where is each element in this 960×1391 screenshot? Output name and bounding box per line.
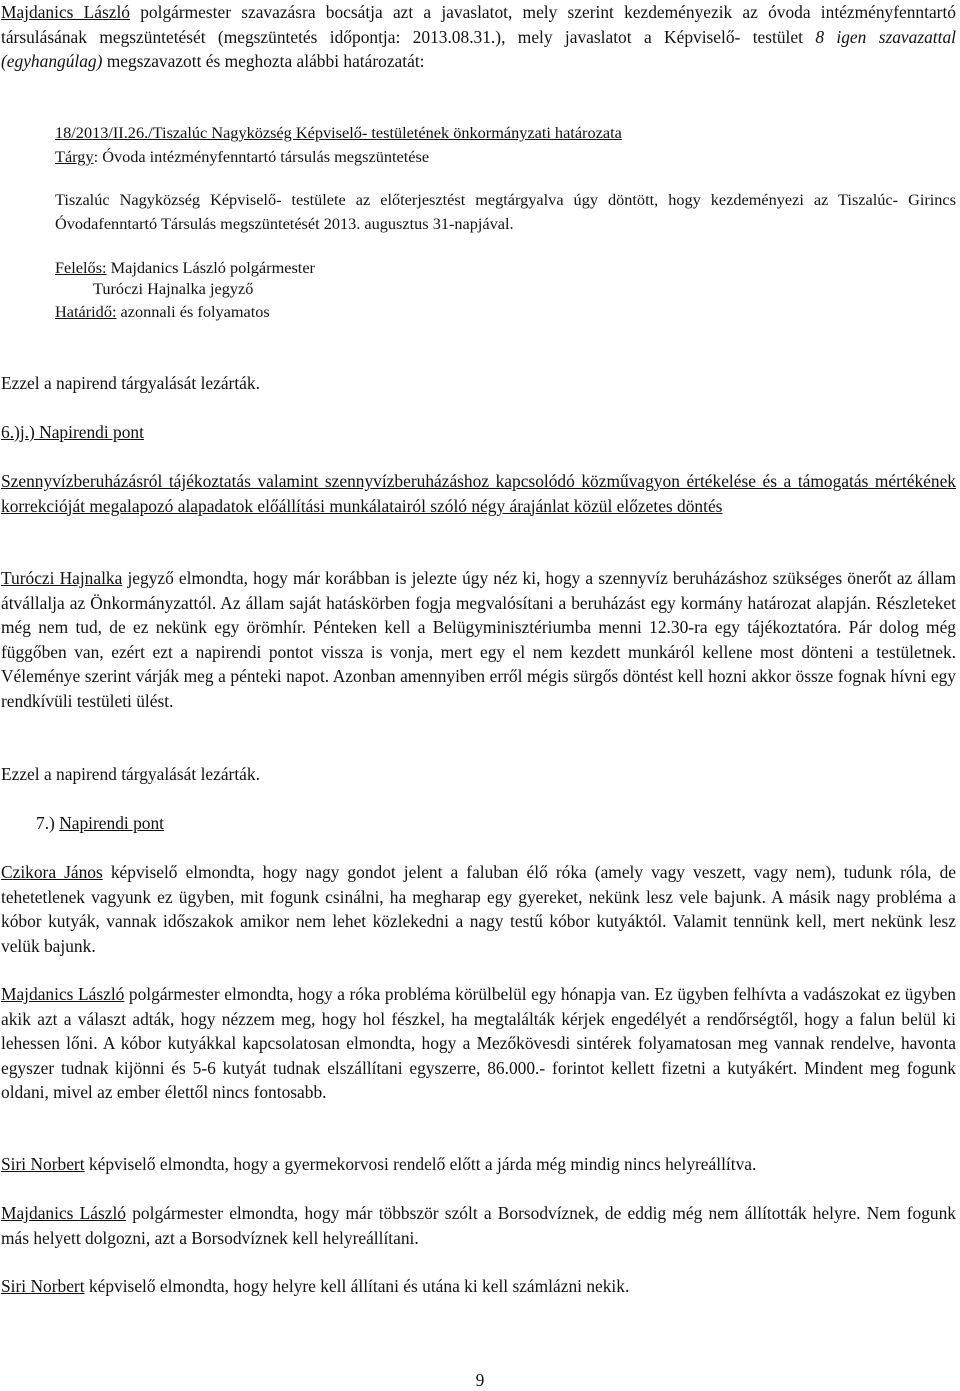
- agenda-item-6-text: Turóczi Hajnalka jegyző elmondta, hogy már korábban is jelezte úgy néz ki, hogy a szennyvíz beruházáshoz szükséges önerőt az állam átvállalja az Önkormányzattól. Az állam saját hatáskörben fogja megvalósítani a beruházást egy kormány határozat alapján. Részleteket még nem tud, de ez nekünk egy örömhír. Pénteken kell a Belügyminisztériumba menni 12.30-ra egy tájékoztatóra. Pár dolog még függőben van, ezért ezt a napirendi pontot vissza is vonja, mert egy el nem kezdett munkáról kellene most dönteni a testületnek. Véleménye szerint várják meg a pénteki napot. Azonban amennyiben erről mégis sürgős döntést kell hozni akkor össze fognak hívni egy rendkívüli testületi ülést.: [1, 568, 956, 711]
- resolution-responsible: Felelős: Majdanics László polgármester: [55, 258, 315, 277]
- vote-paragraph: Majdanics László polgármester szavazásra bocsátja azt a javaslatot, mely szerint kezdeményezik az óvoda intézményfenntartó társulásának megszüntetését (megszüntetés időpontja: 2013.08.31.), mely javaslatot a Képviselő- testület 8 igen szavazattal (egyhangúlag) megszavazott és meghozta alábbi határozatát:: [1, 2, 956, 71]
- page-number: 9: [475, 1370, 485, 1390]
- speaker-name: Majdanics László: [1, 2, 131, 22]
- agenda-item-7-paragraph-3: Siri Norbert képviselő elmondta, hogy a gyermekorvosi rendelő előtt a járda még mindig nincs helyreállítva.: [1, 1154, 757, 1174]
- agenda-item-6-title: Szennyvízberuházásról tájékoztatás valamint szennyvízberuházáshoz kapcsolódó közművagyon értékelése és a támogatás mértékének korrekcióját megalapozó alapadatok előállítási munkálatairól szóló négy árajánlat közül előzetes döntés: [1, 471, 956, 516]
- vote-result: 8 igen szavazattal (egyhangúlag): [1, 26, 956, 71]
- resolution-heading: 18/2013/II.26./Tiszalúc Nagyközség Képviselő- testületének önkormányzati határozata: [55, 123, 622, 142]
- agenda-item-7-paragraph-4: Majdanics László polgármester elmondta, hogy már többször szólt a Borsodvíznek, de eddig még nem állították helyre. Nem fogunk más helyett dolgozni, azt a Borsodvíznek kell helyreállítani.: [1, 1203, 957, 1248]
- agenda-item-7-paragraph-1: Czikora János képviselő elmondta, hogy nagy gondot jelent a faluban élő róka (amely vagy veszett, vagy nem), tudunk róla, de tehetetlenek vagyunk ez ügyben, mit fogunk csinálni, ha megharap egy gyereket, nekünk lesz vele bajunk. A másik nagy probléma a kóbor kutyák, vannak időszakok amikor nem lehet közlekedni a nagy testű kóbor kutyáktól. Valamit tennünk kell, mert nekünk lesz velük bajunk.: [1, 862, 957, 956]
- agenda-item-7-paragraph-2: Majdanics László polgármester elmondta, hogy a róka probléma körülbelül egy hónapja van. Ez ügyben felhívta a vadászokat ez ügyben akik azt a választ adták, hogy nézzem meg, hogy hol fészkel, ha megtalálták kérjek engedélyét a rendőrségtől, hogy a falun belül ki lehessen lőni. A kóbor kutyákkal kapcsolatosan elmondta, hogy a Mezőkövesdi sintérek folyamatosan meg vannak rendelve, havonta egyszer tudnak kijönni és 5-6 kutyát tudnak elszállítani egyszerre, 86.000.- forintot kellett fizetni a kutyákért. Mindent meg fogunk oldani, mivel az ember élettől nincs fontosabb.: [1, 984, 956, 1102]
- closing-statement-2: Ezzel a napirend tárgyalását lezárták.: [1, 764, 260, 784]
- closing-statement: Ezzel a napirend tárgyalását lezárták.: [1, 373, 260, 393]
- speaker-name: Turóczi Hajnalka: [1, 568, 123, 588]
- speaker-name: Czikora János: [1, 862, 103, 882]
- resolution-subject: Tárgy: Óvoda intézményfenntartó társulás megszüntetése: [55, 147, 430, 166]
- speaker-name: Siri Norbert: [1, 1276, 85, 1296]
- resolution-responsible-2: Turóczi Hajnalka jegyző: [93, 279, 254, 298]
- agenda-item-7-heading: 7.) Napirendi pont: [36, 813, 165, 833]
- agenda-item-7-paragraph-5: Siri Norbert képviselő elmondta, hogy helyre kell állítani és utána ki kell számlázni nekik.: [1, 1276, 630, 1296]
- speaker-name: Siri Norbert: [1, 1154, 85, 1174]
- speaker-name: Majdanics László: [1, 984, 125, 1004]
- resolution-body: Tiszalúc Nagyközség Képviselő- testülete az előterjesztést megtárgyalva úgy döntött, hogy kezdeményezi az Tiszalúc- Girincs Óvodafenntartó Társulás megszüntetését 2013. augusztus 31-napjával.: [55, 190, 956, 233]
- resolution-deadline: Határidő: azonnali és folyamatos: [55, 302, 270, 321]
- speaker-name: Majdanics László: [1, 1203, 127, 1223]
- agenda-item-6-heading: 6.)j.) Napirendi pont: [1, 422, 144, 442]
